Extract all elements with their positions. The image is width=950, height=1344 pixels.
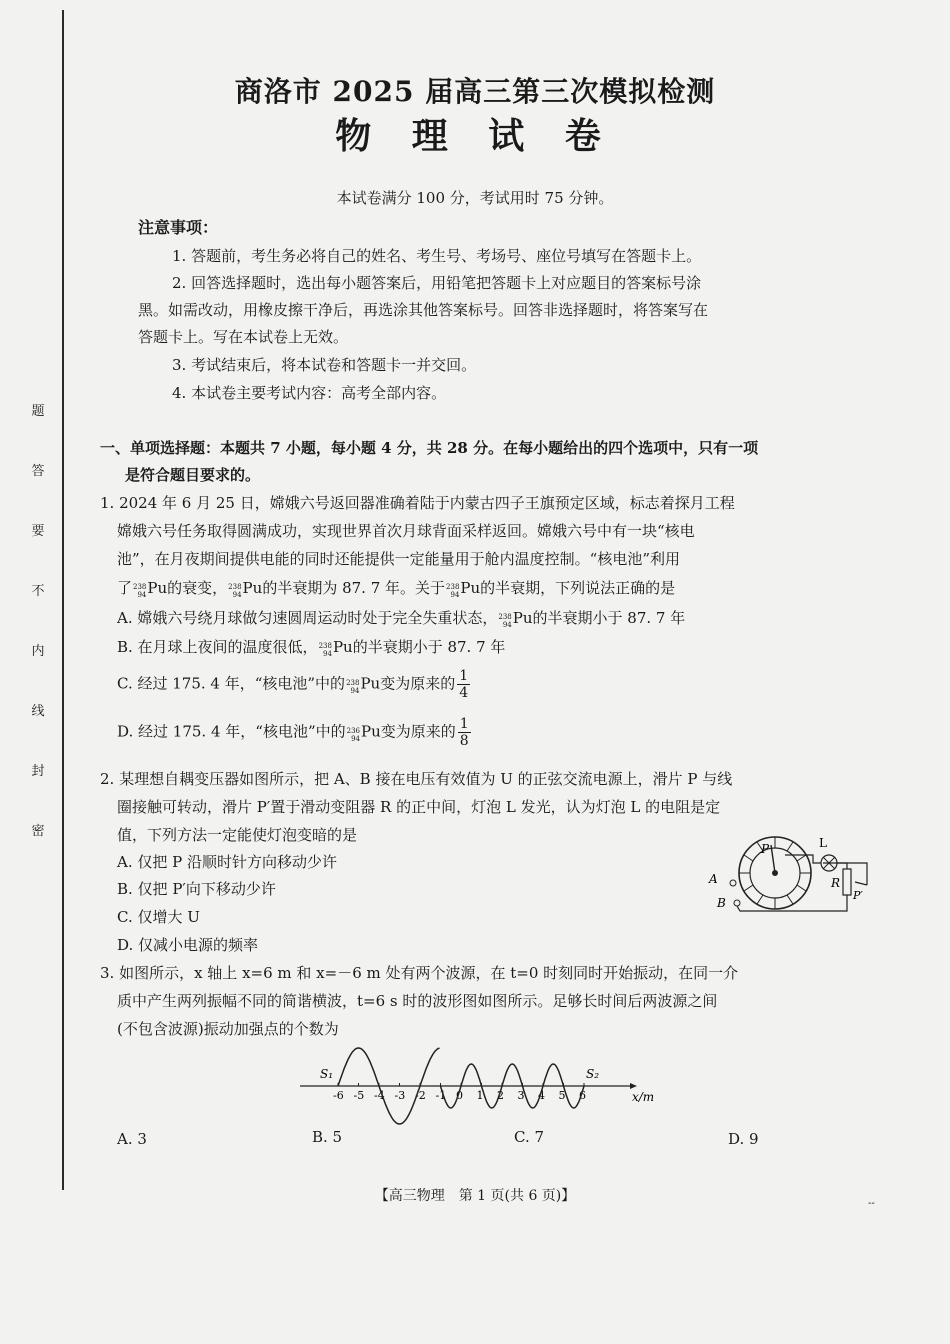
slider-p: [771, 845, 775, 873]
exam-title: 商洛市 2025 届高三第三次模拟检测: [234, 75, 716, 108]
slider-p-prime: [855, 882, 867, 885]
q1-line-1: 1. 2024 年 6 月 25 日，嫦娥六号返回器准确着陆于内蒙古四子王旗预定区域，标志着探月工程: [100, 494, 735, 512]
tick-label: 3: [517, 1089, 525, 1102]
terminal-a: [730, 880, 736, 886]
q1-line-2: 嫦娥六号任务取得圆满成功，实现世界首次月球背面采样返回。嫦娥六号中有一块“核电: [117, 522, 695, 540]
fraction-one-eighth: $\frac{1}{8}$: [459, 716, 469, 749]
tick-label: -6: [333, 1089, 344, 1102]
isotope-pu236: 236 94: [346, 726, 360, 743]
q1-option-c[interactable]: C. 经过 175. 4 年，“核电池”中的238 94Pu变为原来的 $\frac{1}{4}$: [117, 668, 469, 701]
fraction-one-quarter: $\frac{1}{4}$: [459, 668, 469, 701]
q1-line-3: 池”，在月夜期间提供电能的同时还能提供一定能量用于舱内温度控制。“核电池”利用: [117, 550, 681, 568]
tick-label: 5: [558, 1089, 566, 1102]
seal-char: 不: [31, 584, 45, 599]
tick-label: 2: [497, 1089, 504, 1102]
tick-label: -5: [353, 1089, 365, 1102]
tick-label: -2: [415, 1089, 426, 1102]
wire-lamp-right: [837, 863, 867, 885]
section-heading-line-1: 一、单项选择题：本题共 7 小题，每小题 4 分，共 28 分。在每小题给出的四个选项中，只有一项: [100, 439, 759, 457]
tick-label: 0: [456, 1089, 463, 1102]
q2-option-a[interactable]: A. 仅把 P 沿顺时针方向移动少许: [117, 853, 337, 871]
autotransformer-diagram: [695, 825, 885, 925]
label-p: P: [761, 842, 770, 856]
notice-item-2-line-2: 黑。如需改动，用橡皮擦干净后，再选涂其他答案标号。回答非选择题时，将答案写在: [138, 301, 709, 319]
x-axis-label: x/m: [632, 1090, 655, 1104]
seal-char: 答: [31, 464, 45, 479]
isotope-pu238: 238 94: [133, 583, 147, 599]
isotope-pu238: 238 94: [346, 678, 360, 695]
q2-option-b[interactable]: B. 仅把 P′向下移动少许: [117, 880, 276, 898]
section-heading-line-2: 是符合题目要求的。: [125, 466, 261, 484]
corner-mark: --: [868, 1198, 875, 1209]
isotope-pu238: 238 94: [228, 583, 242, 599]
tick-label: -4: [374, 1089, 385, 1102]
q3-option-b[interactable]: B. 5: [312, 1128, 343, 1146]
seal-char: 要: [31, 524, 45, 539]
exam-meta: 本试卷满分 100 分，考试用时 75 分钟。: [336, 189, 614, 207]
notice-item-2-line-1: 2. 回答选择题时，选出每小题答案后，用铅笔把答题卡上对应题目的答案标号涂: [172, 274, 702, 292]
label-b: B: [717, 896, 726, 910]
seal-char: 内: [31, 644, 45, 659]
isotope-pu238: 238 94: [498, 613, 512, 629]
q1-line-4: 了238 94Pu的衰变，238 94Pu的半衰期为 87. 7 年。关于238 94Pu的半衰期，下列说法正确的是: [117, 579, 676, 599]
seal-char: 封: [31, 764, 45, 779]
seal-char: 题: [31, 404, 45, 419]
q3-line-1: 3. 如图所示，x 轴上 x=6 m 和 x=－6 m 处有两个波源，在 t=0 时刻同时开始振动，在同一介: [100, 964, 739, 982]
label-r: R: [831, 876, 841, 890]
tick-label: 1: [476, 1089, 484, 1102]
q2-line-1: 2. 某理想自耦变压器如图所示，把 A、B 接在电压有效值为 U 的正弦交流电源上，滑片 P 与线: [100, 770, 733, 788]
wire-to-lamp: [785, 855, 821, 863]
q2-line-2: 圈接触可转动，滑片 P′置于滑动变阻器 R 的正中间，灯泡 L 发光，认为灯泡 L 的电阻是定: [117, 798, 721, 816]
terminal-b: [734, 900, 740, 906]
tick-label: -3: [394, 1089, 406, 1102]
q1-option-a[interactable]: A. 嫦娥六号绕月球做匀速圆周运动时处于完全失重状态，238 94Pu的半衰期小于 87. 7 年: [117, 609, 686, 629]
notice-item-1: 1. 答题前，考生务必将自己的姓名、考生号、考场号、座位号填写在答题卡上。: [172, 247, 702, 265]
notice-item-2-line-3: 答题卡上。写在本试卷上无效。: [138, 328, 349, 346]
seal-char: 线: [31, 704, 45, 719]
q3-option-a[interactable]: A. 3: [117, 1130, 147, 1148]
seal-margin-text: [28, 400, 48, 880]
tick-label: 6: [579, 1089, 586, 1102]
exam-subtitle: 物 理 试 卷: [335, 115, 615, 157]
rheostat-r: [843, 869, 851, 895]
x-axis-arrow: [630, 1083, 637, 1089]
notice-item-3: 3. 考试结束后，将本试卷和答题卡一并交回。: [172, 356, 477, 374]
isotope-pu238: 238 94: [446, 583, 460, 599]
notice-item-4: 4. 本试卷主要考试内容：高考全部内容。: [172, 384, 447, 402]
isotope-pu238: 238 94: [318, 642, 332, 658]
q1-option-d[interactable]: D. 经过 175. 4 年，“核电池”中的236 94Pu变为原来的 $\frac{1}{8}$: [117, 716, 469, 749]
q3-line-3: (不包含波源)振动加强点的个数为: [117, 1020, 339, 1038]
q3-line-2: 质中产生两列振幅不同的简谐横波，t=6 s 时的波形图如图所示。足够长时间后两波源之间: [117, 992, 718, 1010]
source-s2-label: S₂: [586, 1067, 600, 1081]
q2-option-c[interactable]: C. 仅增大 U: [117, 908, 200, 926]
q2-line-3: 值，下列方法一定能使灯泡变暗的是: [117, 826, 358, 844]
source-s1-label: S₁: [320, 1067, 334, 1081]
q2-option-d[interactable]: D. 仅减小电源的频率: [117, 936, 259, 954]
tick-label: 4: [538, 1089, 545, 1102]
tick-label: -1: [435, 1089, 447, 1102]
q3-option-c[interactable]: C. 7: [514, 1128, 545, 1146]
notice-heading: 注意事项：: [138, 218, 219, 237]
label-a: A: [709, 872, 718, 886]
label-l: L: [819, 836, 827, 850]
q3-option-d[interactable]: D. 9: [728, 1130, 759, 1148]
seal-char: 密: [31, 824, 45, 839]
wave-diagram: [300, 1035, 680, 1125]
label-p-prime: P′: [853, 889, 863, 902]
page-footer: 【高三物理 第 1 页(共 6 页)】: [374, 1188, 576, 1204]
q1-option-b[interactable]: B. 在月球上夜间的温度很低，238 94Pu的半衰期小于 87. 7 年: [117, 638, 506, 658]
